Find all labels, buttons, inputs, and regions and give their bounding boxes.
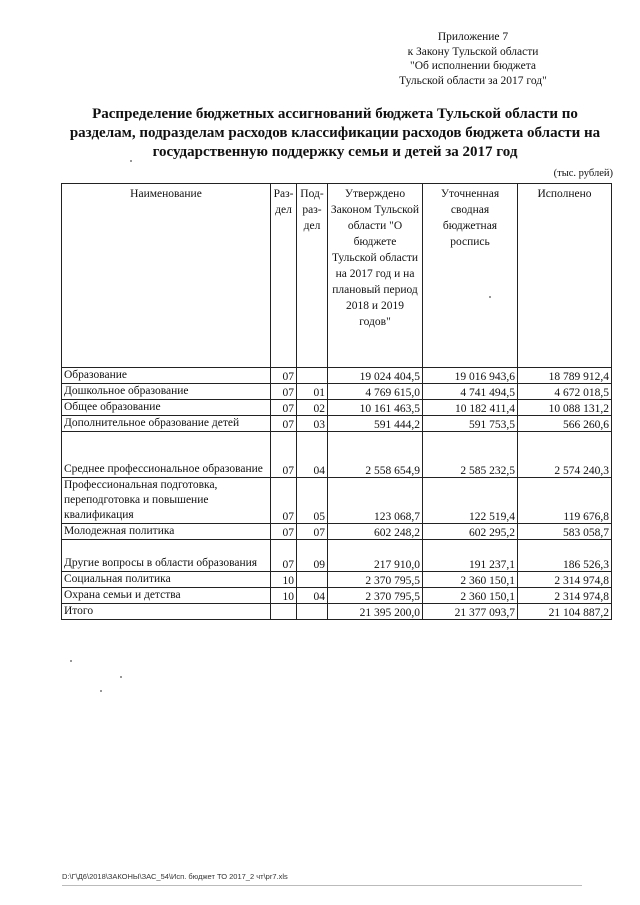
table-row [62,524,612,540]
row-revised: 21 377 093,7 [423,604,518,620]
row-subsection: 07 [297,524,328,540]
row-section: 07 [271,478,297,524]
row-revised: 2 360 150,1 [423,588,518,604]
row-name: Социальная политика [62,572,271,588]
file-path-footer: D:\Г\Д6\2018\ЗАКОНЫ\ЗАС_54\Исп. бюджет ТО 2017_2 чт\pr7.xls [62,872,288,881]
row-revised: 191 237,1 [423,540,518,572]
row-section [271,604,297,620]
row-subsection: 05 [297,478,328,524]
row-subsection: 03 [297,416,328,432]
row-revised: 591 753,5 [423,416,518,432]
header-subsection: Под-раз-дел [297,184,328,368]
header-executed: Исполнено [518,184,612,368]
row-approved: 2 370 795,5 [328,588,423,604]
row-subsection: 01 [297,384,328,400]
appendix-line-3: "Об исполнении бюджета [410,60,536,72]
row-executed: 2 574 240,3 [518,432,612,478]
row-executed: 566 260,6 [518,416,612,432]
row-approved: 591 444,2 [328,416,423,432]
footer-divider [62,885,582,886]
table-header-row [62,184,612,368]
row-section: 10 [271,572,297,588]
row-executed: 186 526,3 [518,540,612,572]
table-row [62,478,612,524]
row-revised: 19 016 943,6 [423,368,518,384]
row-name: Дошкольное образование [62,384,271,400]
row-executed: 21 104 887,2 [518,604,612,620]
scan-speck [120,676,122,678]
scan-speck [70,660,72,662]
row-subsection [297,368,328,384]
scan-speck [100,690,102,692]
row-executed: 583 058,7 [518,524,612,540]
row-name: Дополнительное образование детей [62,416,271,432]
row-name: Другие вопросы в области образования [62,540,271,572]
appendix-note [348,30,598,88]
row-name: Общее образование [62,400,271,416]
row-name: Молодежная политика [62,524,271,540]
row-section: 07 [271,416,297,432]
row-subsection: 09 [297,540,328,572]
table-row [62,540,612,572]
document-title: Распределение бюджетных ассигнований бюджета Тульской области по разделам, подразделам расходов классификации расходов бюджета области на государственную поддержку семьи и детей за 2017 год [69,106,601,160]
row-revised: 122 519,4 [423,478,518,524]
row-section: 10 [271,588,297,604]
row-subsection [297,572,328,588]
row-executed: 119 676,8 [518,478,612,524]
row-approved: 4 769 615,0 [328,384,423,400]
row-executed: 18 789 912,4 [518,368,612,384]
table-row [62,368,612,384]
row-section: 07 [271,540,297,572]
row-section: 07 [271,400,297,416]
table-row [62,572,612,588]
row-executed: 4 672 018,5 [518,384,612,400]
appendix-line-4: Тульской области за 2017 год" [399,74,547,87]
table-total-row [62,604,612,620]
row-executed: 2 314 974,8 [518,588,612,604]
row-subsection [297,604,328,620]
scan-speck [130,160,132,162]
appendix-line-1: Приложение 7 [437,31,509,43]
row-section: 07 [271,524,297,540]
scan-speck [489,296,491,298]
row-name: Охрана семьи и детства [62,588,271,604]
row-executed: 2 314 974,8 [518,572,612,588]
row-approved: 123 068,7 [328,478,423,524]
table-row [62,416,612,432]
table-row [62,384,612,400]
row-name: Среднее профессиональное образование [62,432,271,478]
header-section: Раз-дел [271,184,297,368]
row-executed: 10 088 131,2 [518,400,612,416]
row-approved: 602 248,2 [328,524,423,540]
row-approved: 217 910,0 [328,540,423,572]
row-revised: 10 182 411,4 [423,400,518,416]
row-name: Профессиональная подготовка, переподготовка и повышение квалификация [62,478,271,524]
header-approved: Утверждено Законом Тульской области "О бюджете Тульской области на 2017 год и на плановый период 2018 и 2019 годов" [328,184,423,368]
row-approved: 2 370 795,5 [328,572,423,588]
row-approved: 10 161 463,5 [328,400,423,416]
row-subsection: 04 [297,432,328,478]
row-section: 07 [271,432,297,478]
row-section: 07 [271,368,297,384]
budget-table [61,183,612,620]
row-revised: 602 295,2 [423,524,518,540]
table-row [62,400,612,416]
units-label: (тыс. рублей) [553,168,613,179]
row-revised: 2 585 232,5 [423,432,518,478]
table-row [62,432,612,478]
header-name: Наименование [62,184,271,368]
row-revised: 2 360 150,1 [423,572,518,588]
header-revised: Уточненная сводная бюджетная роспись [423,184,518,368]
row-subsection: 02 [297,400,328,416]
row-approved: 21 395 200,0 [328,604,423,620]
appendix-line-2: к Закону Тульской области [407,45,539,58]
row-revised: 4 741 494,5 [423,384,518,400]
row-subsection: 04 [297,588,328,604]
row-approved: 19 024 404,5 [328,368,423,384]
table-row [62,588,612,604]
row-name: Итого [62,604,271,620]
row-section: 07 [271,384,297,400]
row-name: Образование [62,368,271,384]
row-approved: 2 558 654,9 [328,432,423,478]
